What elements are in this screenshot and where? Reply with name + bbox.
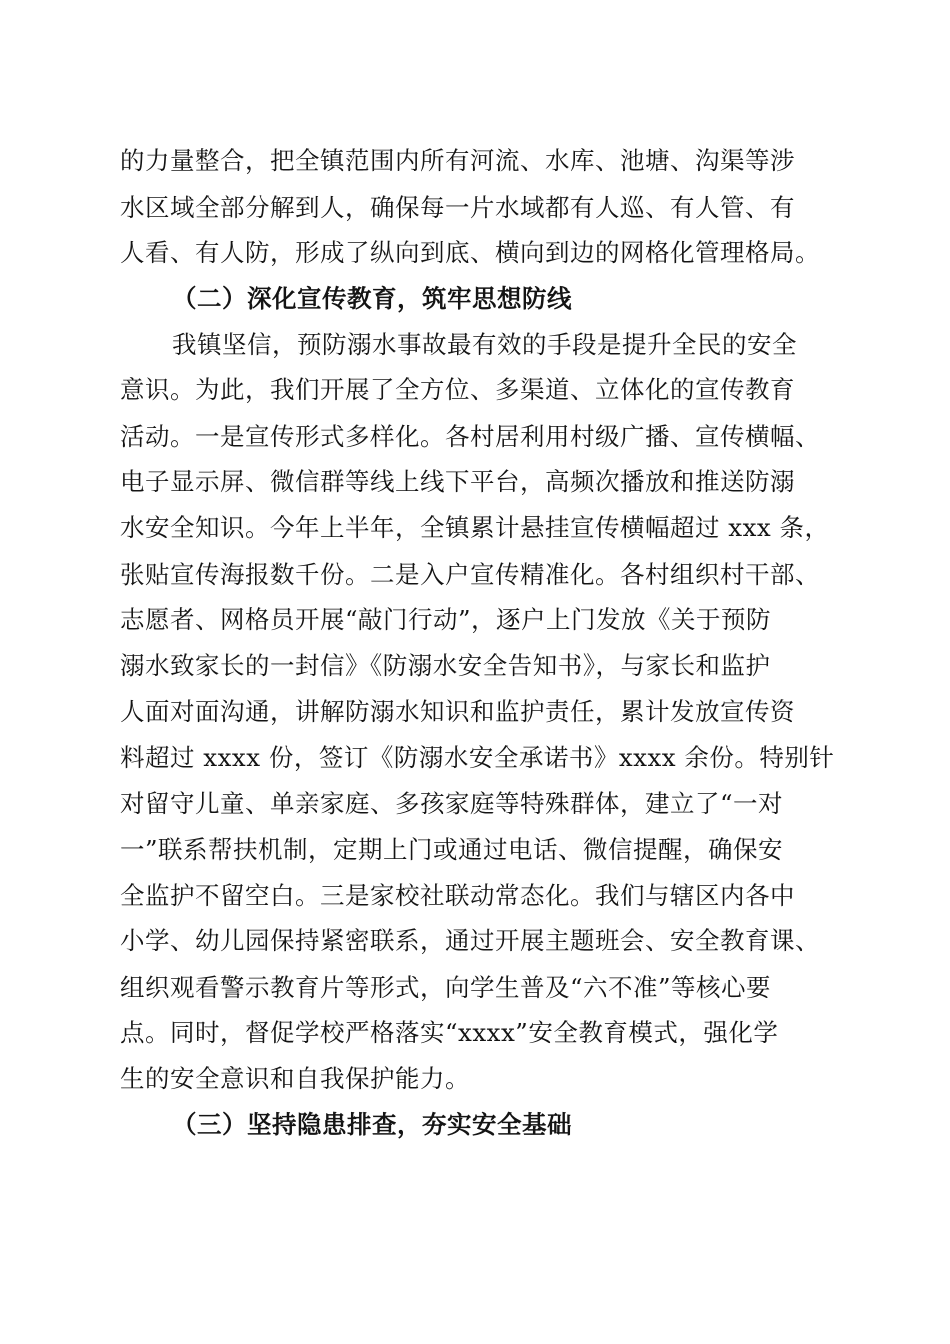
text-line: 水安全知识。今年上半年，全镇累计悬挂宣传横幅超过 xxx 条， — [120, 513, 830, 542]
text-line: 人面对面沟通，讲解防溺水知识和监护责任，累计发放宣传资 — [120, 697, 795, 726]
text-line: 一”联系帮扶机制，定期上门或通过电话、微信提醒，确保安 — [120, 835, 784, 864]
text-line: 料超过 xxxx 份，签订《防溺水安全承诺书》xxxx 余份。特别针 — [120, 743, 835, 772]
text-line: 意识。为此，我们开展了全方位、多渠道、立体化的宣传教育 — [120, 375, 795, 404]
text-line: 溺水致家长的一封信》《防溺水安全告知书》，与家长和监护 — [120, 651, 771, 680]
text-line: 电子显示屏、微信群等线上线下平台，高频次播放和推送防溺 — [120, 467, 795, 496]
text-line: 人看、有人防，形成了纵向到底、横向到边的网格化管理格局。 — [120, 238, 820, 267]
text-line: 组织观看警示教育片等形式，向学生普及“六不准”等核心要 — [120, 973, 772, 1002]
text-line: 水区域全部分解到人，确保每一片水域都有人巡、有人管、有 — [120, 193, 795, 222]
text-line: 的力量整合，把全镇范围内所有河流、水库、池塘、沟渠等涉 — [120, 146, 795, 175]
text-line: 小学、幼儿园保持紧密联系，通过开展主题班会、安全教育课、 — [120, 926, 820, 955]
text-line: 点。同时，督促学校严格落实“xxxx”安全教育模式，强化学 — [120, 1018, 779, 1047]
text-line: 全监护不留空白。三是家校社联动常态化。我们与辖区内各中 — [120, 881, 795, 910]
text-line: 志愿者、网格员开展“敲门行动”，逐户上门发放《关于预防 — [120, 605, 772, 634]
text-line: 活动。一是宣传形式多样化。各村居利用村级广播、宣传横幅、 — [120, 422, 820, 451]
section-heading-2: （二）深化宣传教育，筑牢思想防线 — [172, 284, 572, 313]
section-heading-3: （三）坚持隐患排查，夯实安全基础 — [172, 1110, 572, 1139]
text-line: 我镇坚信，预防溺水事故最有效的手段是提升全民的安全 — [172, 330, 797, 359]
text-line: 张贴宣传海报数千份。二是入户宣传精准化。各村组织村干部、 — [120, 560, 820, 589]
text-line: 对留守儿童、单亲家庭、多孩家庭等特殊群体，建立了“一对 — [120, 789, 784, 818]
text-line: 生的安全意识和自我保护能力。 — [120, 1064, 470, 1093]
